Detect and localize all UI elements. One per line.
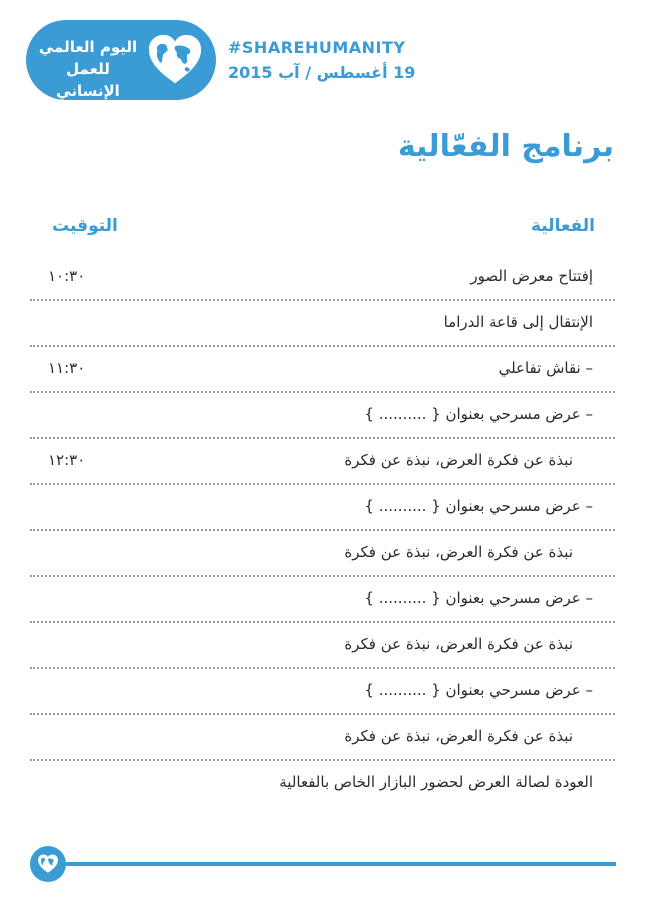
event-text: نبذة عن فكرة العرض، نبذة عن فكرة [344, 635, 573, 653]
schedule-row [30, 439, 615, 485]
schedule-row [30, 301, 615, 347]
header [0, 0, 647, 110]
logo-line-2: للعمل الإنساني [56, 60, 120, 100]
page-title: برنامج الفعّالية [397, 129, 614, 164]
event-text: نبذة عن فكرة العرض، نبذة عن فكرة [344, 727, 573, 745]
event-text: – عرض مسرحي بعنوان { .......... } [364, 681, 593, 699]
footer-divider [66, 862, 616, 866]
event-text: – عرض مسرحي بعنوان { .......... } [364, 405, 593, 423]
schedule-row [30, 761, 615, 807]
hashtag: #SHAREHUMANITY [228, 38, 406, 57]
event-date: 19 أغسطس / آب 2015 [228, 63, 416, 82]
schedule-row [30, 669, 615, 715]
schedule-row [30, 485, 615, 531]
column-header-time: التوقيت [52, 216, 118, 236]
event-text: نبذة عن فكرة العرض، نبذة عن فكرة [344, 543, 573, 561]
schedule-list [30, 255, 615, 807]
event-text: – نقاش تفاعلي [498, 359, 593, 377]
event-text: – عرض مسرحي بعنوان { .......... } [364, 589, 593, 607]
logo-text [32, 36, 144, 102]
schedule-row [30, 393, 615, 439]
event-time: ١١:٣٠ [48, 359, 86, 377]
event-text: العودة لصالة العرض لحضور البازار الخاص بالفعالية [279, 773, 593, 791]
schedule-row [30, 715, 615, 761]
event-text: – عرض مسرحي بعنوان { .......... } [364, 497, 593, 515]
heart-globe-icon [36, 853, 60, 875]
event-text: نبذة عن فكرة العرض، نبذة عن فكرة [344, 451, 573, 469]
schedule-row [30, 255, 615, 301]
event-time: ١٢:٣٠ [48, 451, 86, 469]
heart-globe-icon [146, 31, 204, 89]
logo-line-1: اليوم العالمي [38, 38, 138, 56]
event-text: إفتتاح معرض الصور [470, 267, 593, 285]
schedule-row [30, 577, 615, 623]
event-logo [26, 20, 216, 100]
footer-logo [30, 846, 66, 882]
schedule-row [30, 347, 615, 393]
event-time: ١٠:٣٠ [48, 267, 86, 285]
schedule-row [30, 623, 615, 669]
schedule-row [30, 531, 615, 577]
event-text: الإنتقال إلى قاعة الدراما [443, 313, 593, 331]
column-header-event: الفعالية [530, 216, 595, 236]
